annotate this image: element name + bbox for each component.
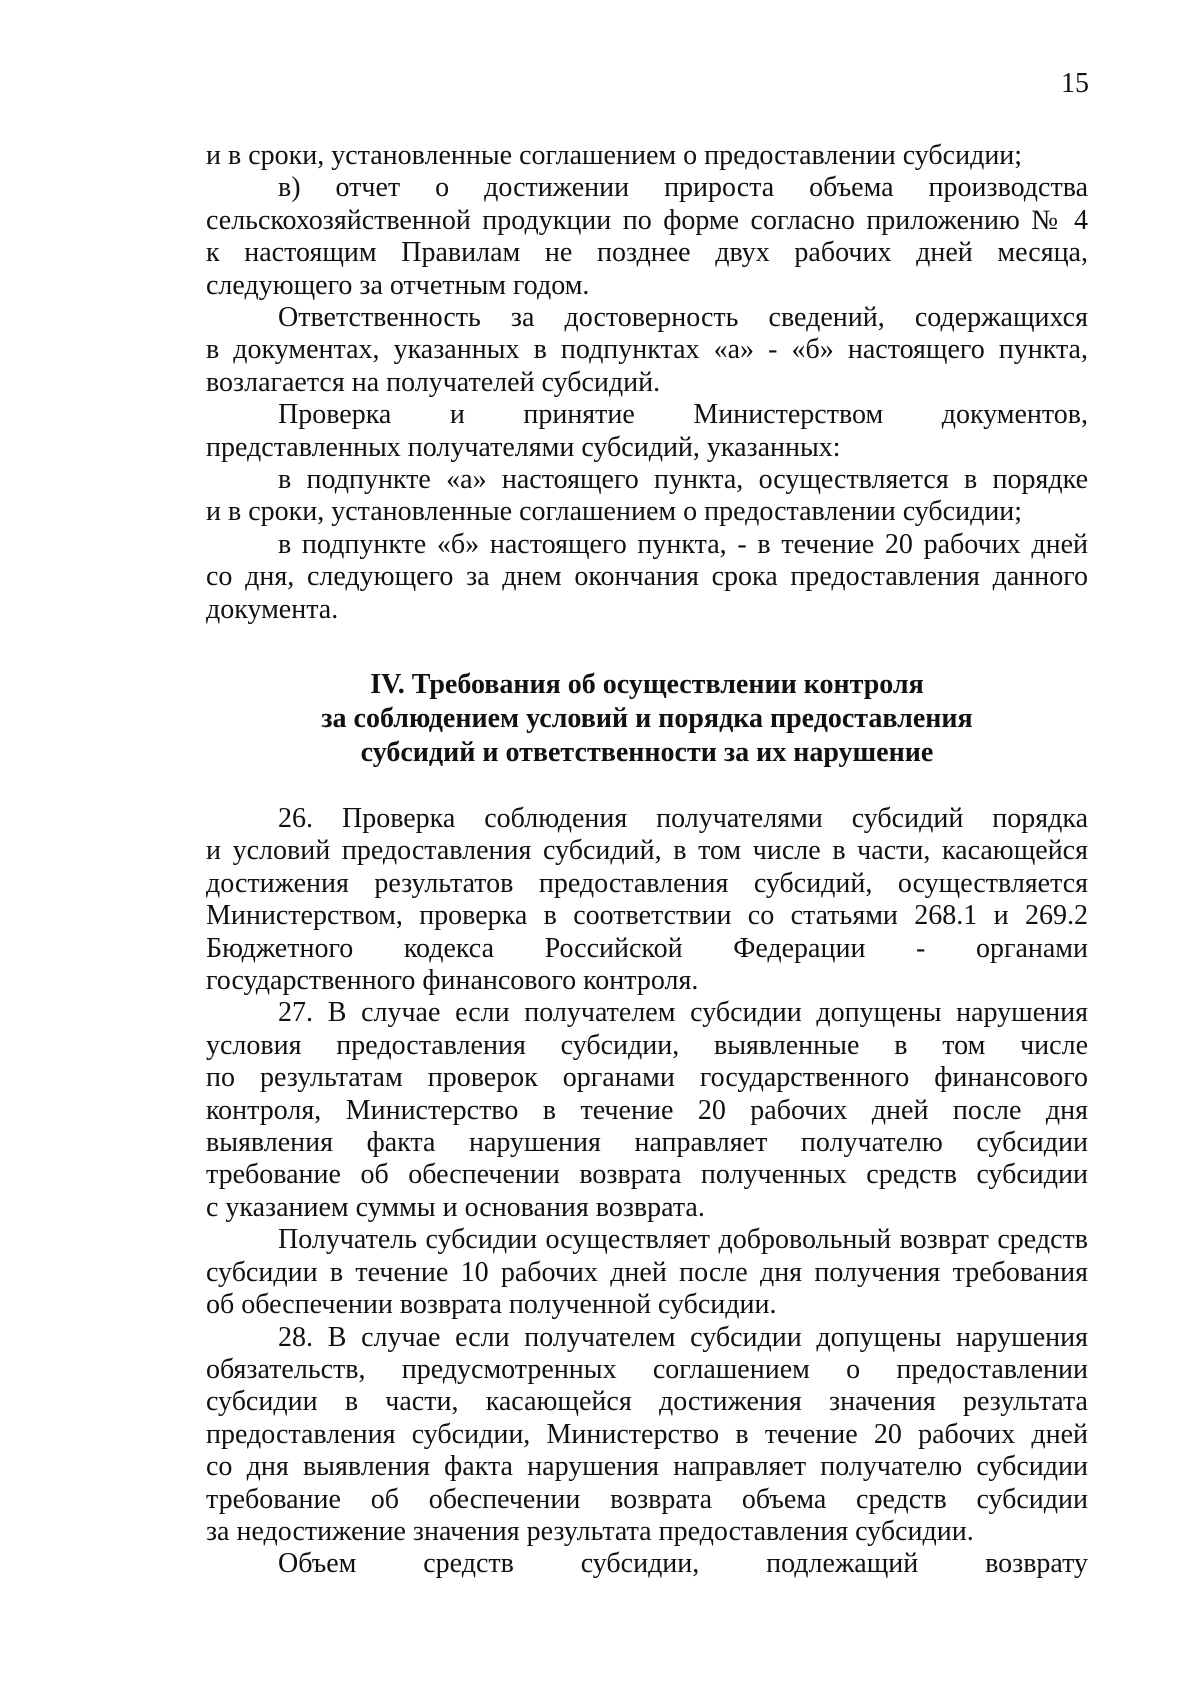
text-line: субсидии в части, касающейся достижения значения результата [206, 1386, 1088, 1418]
section-heading-line: субсидий и ответственности за их нарушение [360, 737, 934, 768]
text-line: представленных получателями субсидий, указанных: [206, 431, 841, 463]
text-line: 27. В случае если получателем субсидии допущены нарушения [278, 997, 1088, 1029]
text-line: в) отчет о достижении прироста объема производства [278, 172, 1088, 204]
text-line: субсидии в течение 10 рабочих дней после дня получения требования [206, 1256, 1088, 1288]
section-heading-line: за соблюдением условий и порядка предоставления [321, 703, 973, 734]
text-line: Получатель субсидии осуществляет добровольный возврат средств [278, 1224, 1088, 1256]
text-line: Ответственность за достоверность сведений, содержащихся [278, 302, 1088, 334]
text-line: государственного финансового контроля. [206, 965, 699, 997]
text-line: и в сроки, установленные соглашением о предоставлении субсидии; [206, 496, 1023, 528]
text-line: за недостижение значения результата предоставления субсидии. [206, 1515, 974, 1547]
text-line: Объем средств субсидии, подлежащий возврату [278, 1548, 1088, 1580]
text-line: сельскохозяйственной продукции по форме согласно приложению № 4 [206, 204, 1088, 236]
text-line: документа. [206, 593, 339, 625]
text-line: и условий предоставления субсидий, в том числе в части, касающейся [206, 835, 1088, 867]
text-line: со дня, следующего за днем окончания срока предоставления данного [206, 561, 1088, 593]
text-line: обязательств, предусмотренных соглашением о предоставлении [206, 1353, 1088, 1385]
text-line: условия предоставления субсидии, выявленные в том числе [206, 1029, 1088, 1061]
text-line: предоставления субсидии, Министерство в течение 20 рабочих дней [206, 1418, 1088, 1450]
text-line: достижения результатов предоставления субсидий, осуществляется [206, 867, 1088, 899]
body-text-top [206, 140, 1088, 626]
text-line: в подпункте «б» настоящего пункта, - в течение 20 рабочих дней [278, 528, 1088, 560]
text-line: выявления факта нарушения направляет получателю субсидии [206, 1127, 1088, 1159]
text-line: требование об обеспечении возврата полученных средств субсидии [206, 1159, 1088, 1191]
text-line: со дня выявления факта нарушения направляет получателю субсидии [206, 1451, 1088, 1483]
text-line: об обеспечении возврата полученной субсидии. [206, 1289, 777, 1321]
text-line: требование об обеспечении возврата объема средств субсидии [206, 1483, 1088, 1515]
text-line: возлагается на получателей субсидий. [206, 366, 661, 398]
text-line: Проверка и принятие Министерством документов, [278, 399, 1088, 431]
text-line: в подпункте «а» настоящего пункта, осуществляется в порядке [278, 464, 1088, 496]
text-line: Министерством, проверка в соответствии со статьями 268.1 и 269.2 [206, 900, 1088, 932]
text-line: к настоящим Правилам не позднее двух рабочих дней месяца, [206, 237, 1088, 269]
text-line: по результатам проверок органами государственного финансового [206, 1062, 1088, 1094]
text-line: 26. Проверка соблюдения получателями субсидий порядка [278, 803, 1088, 834]
text-line: следующего за отчетным годом. [206, 269, 590, 301]
section-heading-line: IV. Требования об осуществлении контроля [370, 669, 924, 700]
text-line: и в сроки, установленные соглашением о предоставлении субсидии; [206, 140, 1023, 171]
section-heading [206, 668, 1088, 770]
text-line: в документах, указанных в подпунктах «а» - «б» настоящего пункта, [206, 334, 1088, 366]
text-line: контроля, Министерство в течение 20 рабочих дней после дня [206, 1094, 1088, 1126]
text-line: с указанием суммы и основания возврата. [206, 1191, 705, 1223]
text-line: 28. В случае если получателем субсидии допущены нарушения [278, 1321, 1088, 1353]
page-number: 15 [1061, 68, 1089, 99]
body-text-bottom [206, 803, 1088, 1581]
text-line: Бюджетного кодекса Российской Федерации - органами [206, 932, 1088, 964]
